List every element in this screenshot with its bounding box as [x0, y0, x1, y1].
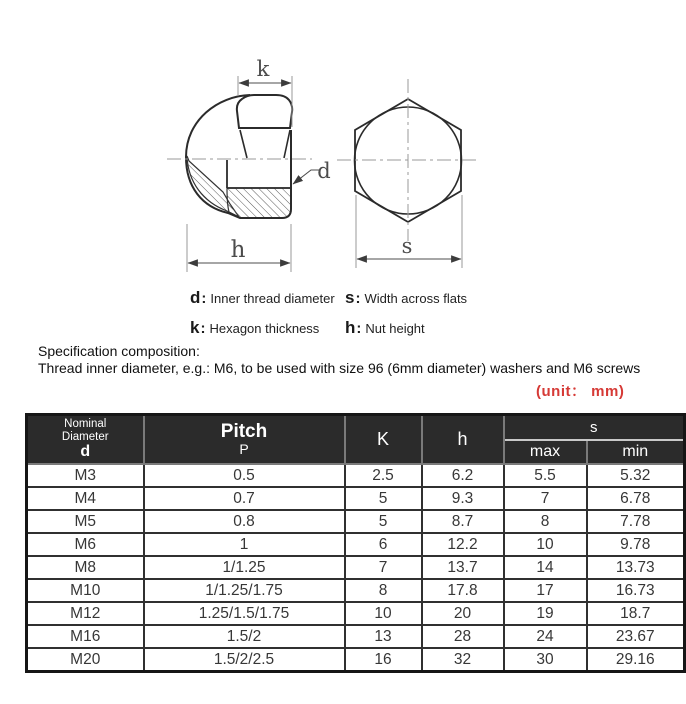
- cap-nut-hex-top-view: [337, 79, 479, 268]
- header-p: P: [239, 441, 249, 457]
- cell-h: 12.2: [422, 533, 504, 556]
- cell-d: M16: [27, 625, 144, 648]
- header-pitch: [144, 415, 345, 465]
- cell-s_max: 7: [504, 487, 587, 510]
- cell-k: 2.5: [345, 464, 422, 487]
- spec-text-block: [38, 343, 640, 376]
- table-row: [27, 602, 685, 625]
- legend-desc: Width across flats: [364, 291, 468, 306]
- cell-s_max: 8: [504, 510, 587, 533]
- legend-symbol: k: [190, 318, 200, 337]
- facet-line-right: [284, 130, 290, 158]
- cell-pitch: 1/1.25/1.75: [144, 579, 345, 602]
- cell-s_max: 24: [504, 625, 587, 648]
- legend-desc: Nut height: [365, 321, 425, 336]
- table-row: [27, 648, 685, 672]
- cell-d: M5: [27, 510, 144, 533]
- cell-d: M8: [27, 556, 144, 579]
- header-k: K: [345, 415, 422, 465]
- cell-s_min: 5.32: [587, 464, 685, 487]
- table-body: [27, 464, 685, 672]
- cell-h: 13.7: [422, 556, 504, 579]
- header-s: s: [504, 415, 685, 441]
- legend-symbol: h: [345, 318, 356, 337]
- legend-symbol: s: [345, 288, 355, 307]
- cell-s_min: 9.78: [587, 533, 685, 556]
- cell-h: 17.8: [422, 579, 504, 602]
- cell-d: M3: [27, 464, 144, 487]
- cell-k: 6: [345, 533, 422, 556]
- cell-k: 7: [345, 556, 422, 579]
- table-row: [27, 487, 685, 510]
- table-row: [27, 556, 685, 579]
- legend-item-d: [190, 288, 335, 308]
- cap-face-outline: [237, 95, 292, 128]
- cell-k: 8: [345, 579, 422, 602]
- cell-s_min: 7.78: [587, 510, 685, 533]
- cell-h: 32: [422, 648, 504, 672]
- cell-s_min: 23.67: [587, 625, 685, 648]
- cell-d: M20: [27, 648, 144, 672]
- cell-s_max: 30: [504, 648, 587, 672]
- cell-pitch: 1: [144, 533, 345, 556]
- dim-s: [356, 195, 462, 268]
- legend-colon: :: [356, 320, 362, 337]
- header-nominal-line1: Nominal: [64, 418, 107, 430]
- dim-d-label: d: [317, 159, 331, 183]
- cap-nut-side-view: [167, 57, 331, 272]
- dim-s-label: s: [401, 234, 413, 258]
- cell-k: 10: [345, 602, 422, 625]
- cell-s_min: 6.78: [587, 487, 685, 510]
- cell-s_max: 14: [504, 556, 587, 579]
- legend-desc: Inner thread diameter: [210, 291, 335, 306]
- header-s-max: max: [504, 440, 587, 464]
- cell-s_min: 29.16: [587, 648, 685, 672]
- cell-h: 28: [422, 625, 504, 648]
- dim-h: [187, 224, 291, 272]
- header-s-min: min: [587, 440, 685, 464]
- legend-item-h: [345, 318, 425, 338]
- header-d: d: [80, 443, 91, 460]
- table-row: [27, 579, 685, 602]
- table-row: [27, 510, 685, 533]
- cell-h: 8.7: [422, 510, 504, 533]
- legend-item-s: [345, 288, 467, 308]
- cell-d: M12: [27, 602, 144, 625]
- dim-d-leader: [293, 159, 331, 184]
- header-pitch-label: Pitch: [220, 421, 268, 442]
- cell-k: 5: [345, 510, 422, 533]
- spec-table: [25, 413, 686, 673]
- cell-d: M6: [27, 533, 144, 556]
- cell-h: 6.2: [422, 464, 504, 487]
- table-row: [27, 464, 685, 487]
- section-hatch-base: [227, 188, 291, 218]
- legend-desc: Hexagon thickness: [209, 321, 320, 336]
- unit-note: (unit： mm): [536, 383, 625, 400]
- cell-d: M10: [27, 579, 144, 602]
- cell-pitch: 1.5/2: [144, 625, 345, 648]
- cell-s_min: 13.73: [587, 556, 685, 579]
- cell-s_max: 10: [504, 533, 587, 556]
- cell-s_max: 19: [504, 602, 587, 625]
- cell-k: 13: [345, 625, 422, 648]
- cell-s_min: 18.7: [587, 602, 685, 625]
- cell-pitch: 1.5/2/2.5: [144, 648, 345, 672]
- cell-pitch: 1.25/1.5/1.75: [144, 602, 345, 625]
- facet-line-left: [240, 130, 247, 158]
- header-h: h: [422, 415, 504, 465]
- spec-body: Thread inner diameter, e.g.: M6, to be used with size 96 (6mm diameter) washers and M6 screws: [38, 359, 641, 376]
- technical-drawing: [0, 0, 686, 300]
- spec-title: Specification composition:: [38, 343, 200, 359]
- header-nominal-line2: Diameter: [61, 430, 109, 443]
- cell-s_max: 17: [504, 579, 587, 602]
- cell-s_min: 16.73: [587, 579, 685, 602]
- table-header: [27, 415, 685, 465]
- legend-symbol: d: [190, 288, 201, 307]
- cell-pitch: 0.8: [144, 510, 345, 533]
- cell-k: 16: [345, 648, 422, 672]
- cell-k: 5: [345, 487, 422, 510]
- cell-d: M4: [27, 487, 144, 510]
- legend-item-k: [190, 318, 319, 338]
- header-nominal-diameter: [27, 415, 144, 465]
- dim-k-label: k: [256, 57, 270, 81]
- legend-colon: :: [355, 290, 361, 307]
- table-row: [27, 625, 685, 648]
- cell-h: 9.3: [422, 487, 504, 510]
- dim-h-label: h: [230, 237, 246, 263]
- cell-h: 20: [422, 602, 504, 625]
- table-row: [27, 533, 685, 556]
- cell-s_max: 5.5: [504, 464, 587, 487]
- cell-pitch: 0.5: [144, 464, 345, 487]
- legend-colon: :: [200, 320, 206, 337]
- cell-pitch: 0.7: [144, 487, 345, 510]
- legend-colon: :: [201, 290, 207, 307]
- cell-pitch: 1/1.25: [144, 556, 345, 579]
